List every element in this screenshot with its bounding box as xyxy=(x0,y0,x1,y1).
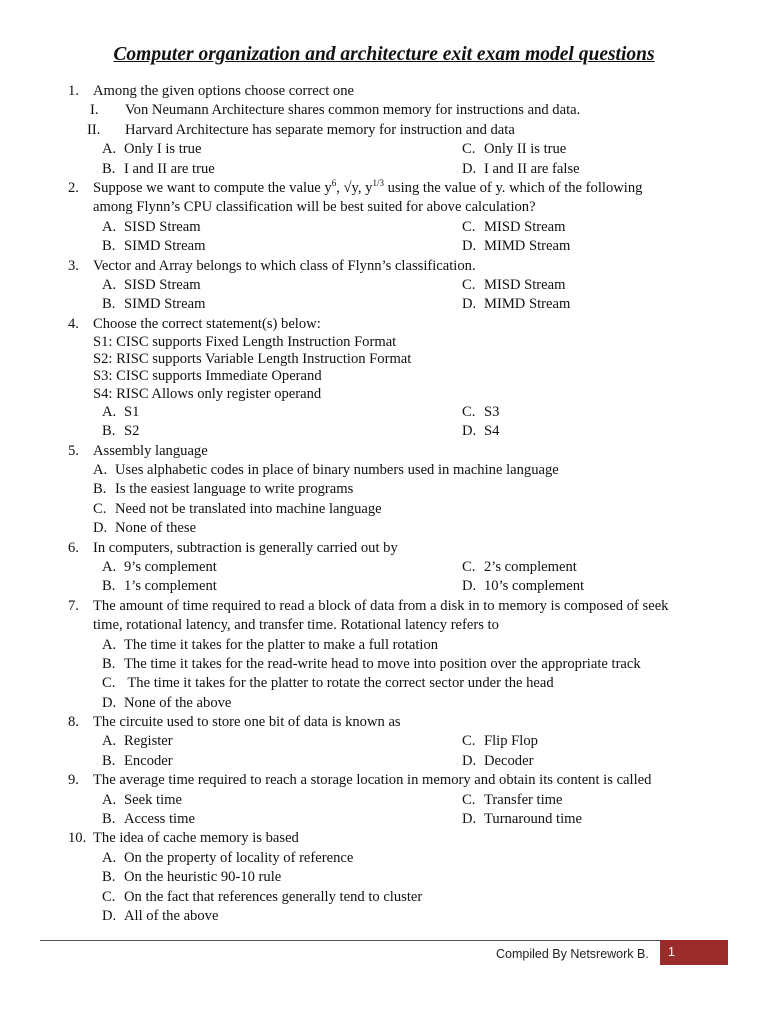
option-b: B. Encoder xyxy=(102,752,173,769)
question-1 xyxy=(0,82,768,179)
question-text: The idea of cache memory is based xyxy=(93,830,299,847)
question-text: The circuite used to store one bit of data is known as xyxy=(93,714,401,731)
option-c: C. S3 xyxy=(462,403,500,420)
option-a: A. On the property of locality of reference xyxy=(102,849,354,866)
option-d: D. S4 xyxy=(462,423,500,440)
question-4 xyxy=(0,315,768,442)
question-9 xyxy=(0,771,768,829)
option-a: A. Uses alphabetic codes in place of binary numbers used in machine language xyxy=(93,462,559,478)
question-text: Suppose we want to compute the value $y^6$, √y, $y^{1/3}$ using the value of y. which of the following xyxy=(93,177,643,196)
option-c: C. The time it takes for the platter to rotate the correct sector under the head xyxy=(102,675,554,692)
option-b: B. S2 xyxy=(102,423,140,440)
question-5 xyxy=(0,442,768,539)
statement-s2: S2: RISC supports Variable Length Instruction Format xyxy=(93,351,412,368)
option-c: C. 2’s complement xyxy=(462,558,577,575)
statement-s4: S4: RISC Allows only register operand xyxy=(93,385,322,402)
statement-numeral: II. xyxy=(87,121,101,138)
option-c: C. Transfer time xyxy=(462,791,563,808)
statement-text: Harvard Architecture has separate memory for instruction and data xyxy=(125,121,515,138)
option-d: D. I and II are false xyxy=(462,160,580,177)
option-a: A. Seek time xyxy=(102,791,182,808)
question-number: 3. xyxy=(68,257,79,274)
option-d: D. MIMD Stream xyxy=(462,238,571,255)
question-number: 2. xyxy=(68,179,79,196)
question-number: 10. xyxy=(68,830,87,847)
question-number: 4. xyxy=(68,315,79,332)
question-10 xyxy=(0,829,768,926)
question-number: 5. xyxy=(68,442,79,459)
question-3 xyxy=(0,257,768,315)
option-c: C. On the fact that references generally tend to cluster xyxy=(102,888,423,905)
question-number: 6. xyxy=(68,539,79,556)
option-c: C. Need not be translated into machine language xyxy=(93,500,382,517)
option-b: B. The time it takes for the read-write head to move into position over the appropriate track xyxy=(102,655,641,672)
option-d: D. 10’s complement xyxy=(462,578,585,595)
option-c: C. MISD Stream xyxy=(462,276,566,293)
question-text: The average time required to reach a storage location in memory and obtain its content is called xyxy=(93,772,652,789)
question-number: 1. xyxy=(68,83,79,99)
option-b: B. On the heuristic 90-10 rule xyxy=(102,869,282,886)
question-text: In computers, subtraction is generally carried out by xyxy=(93,539,398,556)
question-number: 8. xyxy=(68,714,79,731)
question-2 xyxy=(0,179,768,257)
option-b: B. SIMD Stream xyxy=(102,296,206,313)
statement-s1: S1: CISC supports Fixed Length Instruction Format xyxy=(93,334,397,351)
option-b: B. Is the easiest language to write programs xyxy=(93,481,354,498)
document-title: Computer organization and architecture exit exam model questions xyxy=(113,44,655,65)
option-b: B. SIMD Stream xyxy=(102,238,206,255)
option-d: D. None of the above xyxy=(102,694,232,711)
question-text: The amount of time required to read a block of data from a disk in to memory is composed of seek xyxy=(93,597,669,614)
footer-divider xyxy=(40,940,728,941)
option-c: C. Only II is true xyxy=(462,141,567,158)
option-a: A. The time it takes for the platter to make a full rotation xyxy=(102,636,439,653)
statement-text: Von Neumann Architecture shares common memory for instructions and data. xyxy=(125,102,581,119)
option-d: D. Turnaround time xyxy=(462,811,582,828)
option-a: A. Only I is true xyxy=(102,141,202,158)
option-b: B. I and II are true xyxy=(102,160,215,177)
option-c: C. MISD Stream xyxy=(462,218,566,235)
option-a: A. 9’s complement xyxy=(102,558,217,575)
option-a: A. S1 xyxy=(102,403,140,420)
question-number: 7. xyxy=(68,597,79,614)
option-a: A. SISD Stream xyxy=(102,218,201,235)
question-text-continued: time, rotational latency, and transfer time. Rotational latency refers to xyxy=(93,617,499,634)
page-number-badge: 1 xyxy=(660,940,728,965)
statement-s3: S3: CISC supports Immediate Operand xyxy=(93,368,322,385)
question-6 xyxy=(0,539,768,597)
option-d: D. All of the above xyxy=(102,907,219,924)
option-b: B. Access time xyxy=(102,811,195,828)
option-b: B. 1’s complement xyxy=(102,578,217,595)
option-d: D. Decoder xyxy=(462,752,534,769)
option-a: A. SISD Stream xyxy=(102,276,201,293)
footer-credit: Compiled By Netsrework B. xyxy=(496,947,649,961)
question-7 xyxy=(0,597,768,713)
question-number: 9. xyxy=(68,772,79,789)
question-list xyxy=(0,82,768,926)
question-text: Vector and Array belongs to which class of Flynn’s classification. xyxy=(93,257,476,274)
option-a: A. Register xyxy=(102,733,173,750)
statement-numeral: I. xyxy=(90,102,99,119)
question-8 xyxy=(0,713,768,771)
option-c: C. Flip Flop xyxy=(462,733,538,750)
option-d: D. MIMD Stream xyxy=(462,296,571,313)
question-text: Choose the correct statement(s) below: xyxy=(93,315,321,332)
question-text: Assembly language xyxy=(93,442,208,459)
question-text-continued: among Flynn’s CPU classification will be best suited for above calculation? xyxy=(93,199,536,216)
question-text: Among the given options choose correct one xyxy=(93,83,354,99)
option-d: D. None of these xyxy=(93,520,197,537)
